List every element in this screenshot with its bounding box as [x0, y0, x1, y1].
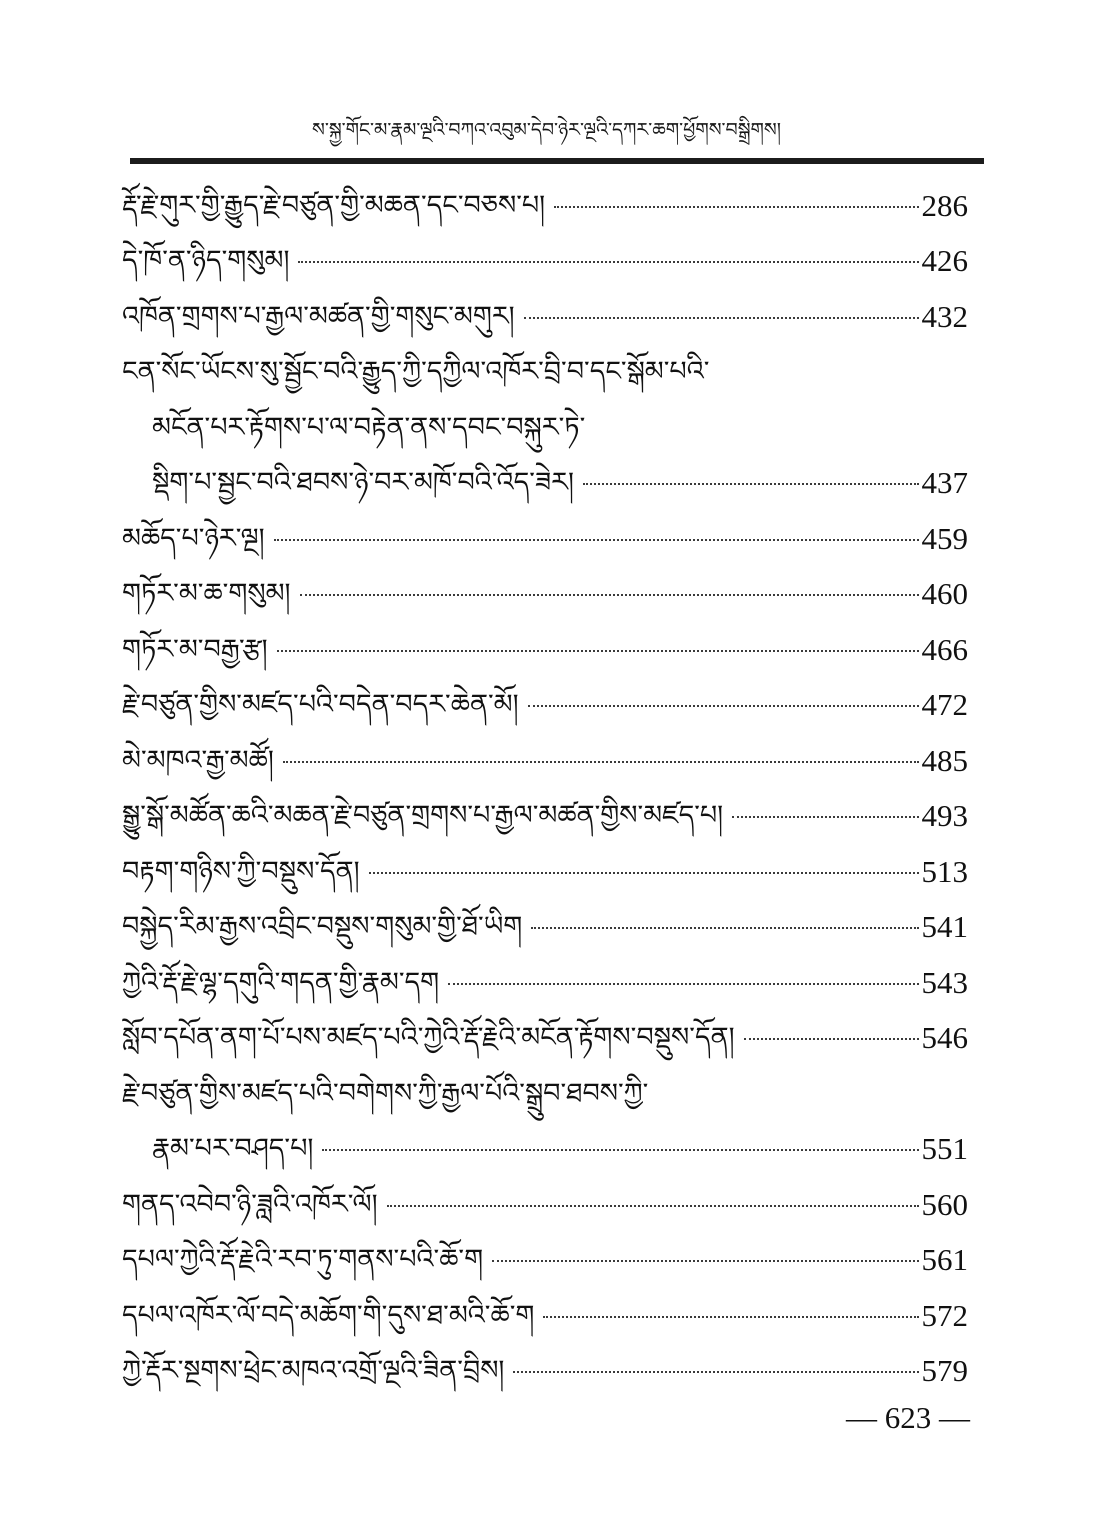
toc-row: [122, 234, 968, 290]
toc-entry-page: 472: [921, 687, 968, 723]
toc-entry-page: 485: [921, 742, 968, 778]
dotted-leader: [274, 539, 919, 541]
toc-entry-page: 432: [921, 298, 968, 334]
toc-entry-page: 561: [921, 1242, 968, 1278]
toc-row: [122, 567, 968, 623]
running-head-title: ས་སྐྱ་གོང་མ་རྣམ་ལྔའི་བཀའ་འབུམ་དེབ་ཉེར་ལྔའི་དཀར་ཆག་ཕྱོགས་བསྒྲིགས།: [312, 119, 781, 141]
toc-entry-page: 579: [921, 1353, 968, 1389]
toc-entry-title: དེ་ཁོ་ན་ཉིད་གསུམ།: [122, 245, 290, 277]
toc-row: [122, 789, 968, 845]
toc-row: [122, 622, 968, 678]
toc-row: [122, 456, 968, 512]
header-rule: [130, 158, 984, 164]
dotted-leader: [524, 317, 919, 319]
toc-row: [122, 900, 968, 956]
dotted-leader: [732, 816, 918, 818]
toc-row: [122, 289, 968, 345]
toc-entry-page: 493: [921, 798, 968, 834]
toc-entry-title: ངན་སོང་ཡོངས་སུ་སྦྱོང་བའི་རྒྱུད་ཀྱི་དཀྱིལ་འཁོར་བྲི་བ་དང་སྒོམ་པའི་: [122, 356, 710, 388]
toc-entry-page: 286: [921, 187, 968, 223]
dotted-leader: [298, 261, 918, 263]
dotted-leader: [554, 206, 918, 208]
dotted-leader: [744, 1038, 919, 1040]
toc-row: [122, 733, 968, 789]
toc-entry-page: 460: [921, 576, 968, 612]
toc-entry-title: དཔལ་ཀྱེའི་རྡོ་རྗེའི་རབ་ཏུ་གནས་པའི་ཆོ་ག: [122, 1244, 484, 1276]
toc-entry-page: 541: [921, 909, 968, 945]
dotted-leader: [492, 1260, 918, 1262]
toc-row: [122, 955, 968, 1011]
toc-entry-page: 572: [921, 1297, 968, 1333]
toc-entry-page: 543: [921, 964, 968, 1000]
toc-entry-page: 426: [921, 243, 968, 279]
toc-entry-title: གཏོར་མ་བརྒྱ་རྩ།: [122, 633, 268, 665]
toc-entry-title: རྗེ་བཙུན་གྱིས་མཛད་པའི་བགེགས་ཀྱི་རྒྱལ་པོའི་སྒྲུབ་ཐབས་ཀྱི་: [122, 1077, 649, 1109]
toc-entry-page: 437: [921, 465, 968, 501]
dotted-leader: [531, 927, 918, 929]
toc-entry-title: འཁོན་གྲགས་པ་རྒྱལ་མཚན་གྱི་གསུང་མགུར།: [122, 300, 515, 332]
toc-row: [122, 1011, 968, 1067]
toc-entry-title: གཏོར་མ་ཆ་གསུམ།: [122, 578, 291, 610]
dotted-leader: [543, 1316, 918, 1318]
dotted-leader: [387, 1205, 919, 1207]
toc-entry-title: ཀྱེའི་རྡོ་རྗེ་ལྷ་དགུའི་གདན་གྱི་རྣམ་དག: [122, 966, 440, 998]
dotted-leader: [448, 983, 918, 985]
dotted-leader: [528, 705, 919, 707]
toc-entry-title: སྒྱུ་སྒོ་མཚོན་ཆའི་མཆན་རྗེ་བཙུན་གྲགས་པ་རྒྱལ་མཚན་གྱིས་མཛད་པ།: [122, 800, 724, 832]
toc-entry-page: 560: [921, 1186, 968, 1222]
toc-entry-page: 466: [921, 631, 968, 667]
dotted-leader: [369, 872, 919, 874]
toc-entry-page: 459: [921, 520, 968, 556]
toc-entry-title: མངོན་པར་རྟོགས་པ་ལ་བརྟེན་ནས་དབང་བསྐུར་ཏེ་: [152, 411, 586, 443]
dotted-leader: [322, 1149, 918, 1151]
toc-entry-page: 513: [921, 853, 968, 889]
dotted-leader: [277, 650, 919, 652]
toc-row-continuation: [122, 1066, 968, 1122]
dotted-leader: [300, 594, 919, 596]
toc-row: [122, 678, 968, 734]
folio-page-number: — 623 —: [846, 1400, 970, 1435]
toc-entry-title: ཀྱེ་རྡོར་སྔགས་ཕྲེང་མཁའ་འགྲོ་ལྔའི་ཟིན་བྲིས།: [122, 1355, 505, 1387]
toc-row: [122, 1233, 968, 1289]
toc-row-continuation: [122, 345, 968, 401]
toc-row: [122, 1177, 968, 1233]
toc-row: [122, 178, 968, 234]
toc-entry-title: སྡིག་པ་སྦྱང་བའི་ཐབས་ཉེ་བར་མཁོ་བའི་འོད་ཟེར།: [152, 467, 574, 499]
toc-row-continuation: [122, 400, 968, 456]
toc-entry-title: བརྟག་གཉིས་ཀྱི་བསྡུས་དོན།: [122, 855, 360, 887]
toc-entry-title: མཆོད་པ་ཉེར་ལྔ།: [122, 522, 265, 554]
toc-row: [122, 844, 968, 900]
toc-entry-page: 546: [921, 1020, 968, 1056]
dotted-leader: [583, 483, 919, 485]
toc-entry-title: རྣམ་པར་བཤད་པ།: [152, 1133, 314, 1165]
toc-entry-title: སློབ་དཔོན་ནག་པོ་པས་མཛད་པའི་ཀྱེའི་རྡོ་རྗེའི་མངོན་རྟོགས་བསྡུས་དོན།: [122, 1022, 735, 1054]
toc-row: [122, 1288, 968, 1344]
table-of-contents: [122, 178, 968, 1399]
toc-entry-title: བསྐྱེད་རིམ་རྒྱས་འབྲིང་བསྡུས་གསུམ་གྱི་ཐོ་ཡིག: [122, 911, 523, 943]
toc-row: [122, 1122, 968, 1178]
toc-entry-title: རྡོ་རྗེ་གུར་གྱི་རྒྱུད་རྗེ་བཙུན་གྱི་མཆན་དང་བཅས་པ།: [122, 189, 546, 221]
toc-entry-page: 551: [921, 1131, 968, 1167]
toc-entry-title: གནད་འབེབ་ཉི་ཟླའི་འཁོར་ལོ།: [122, 1188, 378, 1220]
toc-row: [122, 1344, 968, 1400]
dotted-leader: [283, 761, 919, 763]
toc-row: [122, 511, 968, 567]
dotted-leader: [513, 1371, 918, 1373]
toc-entry-title: དཔལ་འཁོར་ལོ་བདེ་མཆོག་གི་དུས་ཐ་མའི་ཆོ་ག: [122, 1299, 535, 1331]
toc-entry-title: རྗེ་བཙུན་གྱིས་མཛད་པའི་བདེན་བདར་ཆེན་མོ།: [122, 689, 519, 721]
toc-entry-title: མེ་མཁའ་རྒྱ་མཚོ།: [122, 744, 274, 776]
